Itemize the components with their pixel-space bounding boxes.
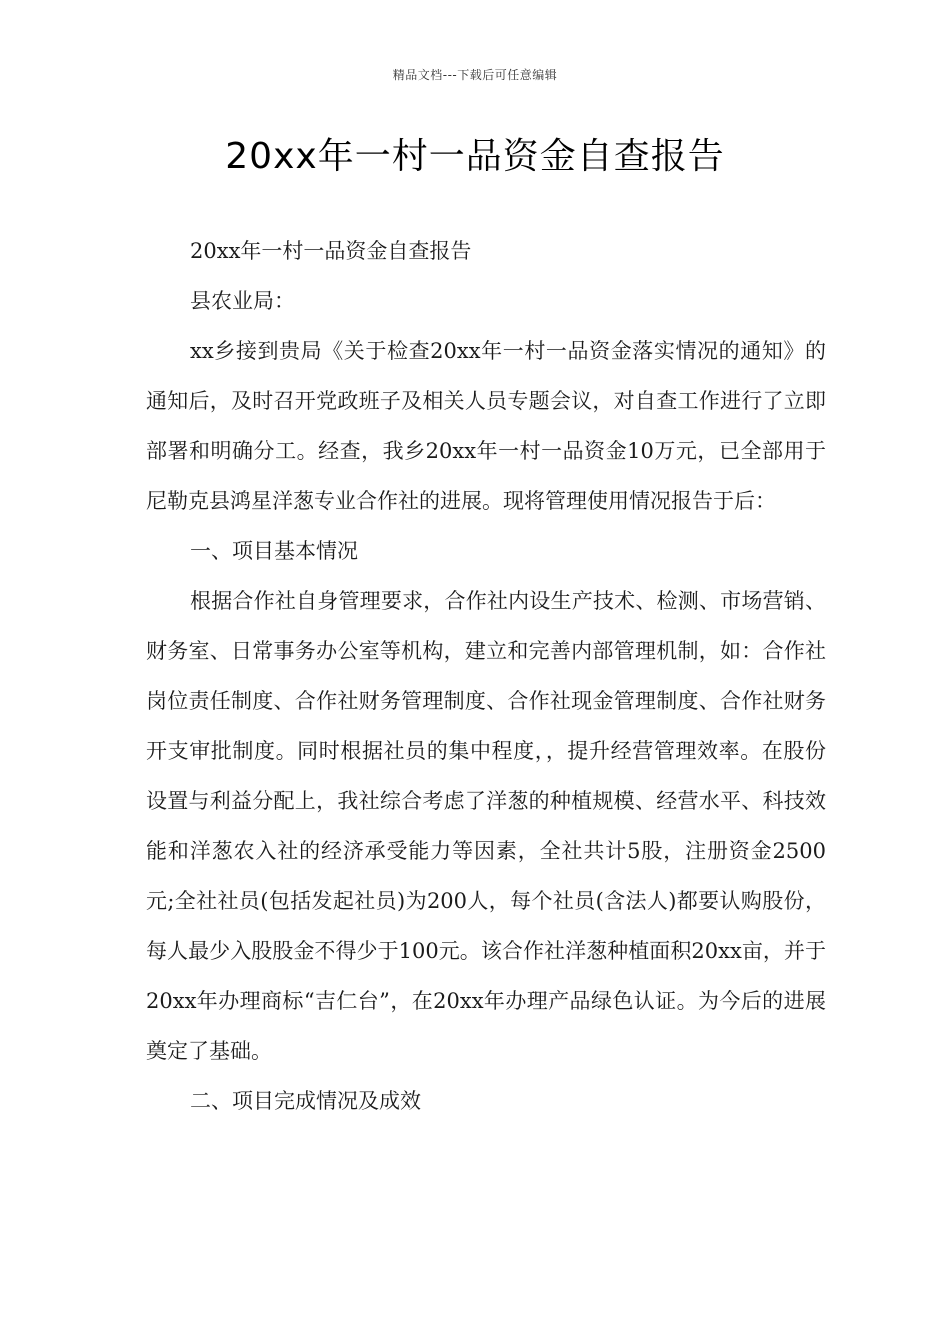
section-1-paragraph: 根据合作社自身管理要求，合作社内设生产技术、检测、市场营销、财务室、日常事务办公室等机构，建立和完善内部管理机制，如：合作社岗位责任制度、合作社财务管理制度、合作社现金管理制度、合作社财务开支审批制度。同时根据社员的集中程度，，提升经营管理效率。在股份设置与利益分配上，我社综合考虑了洋葱的种植规模、经营水平、科技效能和洋葱农入社的经济承受能力等因素，全社共计5股，注册资金2500元;全社社员(包括发起社员)为200人，每个社员(含法人)都要认购股份，每人最少入股股金不得少于100元。该合作社洋葱种植面积20xx亩，并于20xx年办理商标“吉仁台”，在20xx年办理产品绿色认证。为今后的进展奠定了基础。	[146, 589, 826, 1063]
header-note: 精品文档---下载后可任意编辑	[392, 68, 558, 82]
document-body	[146, 226, 826, 1126]
section-heading-1: 一、项目基本情况	[190, 539, 358, 563]
intro-paragraph: xx乡接到贵局《关于检查20xx年一村一品资金落实情况的通知》的通知后，及时召开党政班子及相关人员专题会议，对自查工作进行了立即部署和明确分工。经查，我乡20xx年一村一品资金10万元，已全部用于尼勒克县鸿星洋葱专业合作社的进展。现将管理使用情况报告于后：	[146, 339, 826, 513]
subtitle-line: 20xx年一村一品资金自查报告	[190, 239, 472, 263]
section-heading-2: 二、项目完成情况及成效	[190, 1089, 421, 1113]
recipient-line: 县农业局：	[190, 289, 295, 313]
document-title: 20xx年一村一品资金自查报告	[225, 136, 725, 177]
